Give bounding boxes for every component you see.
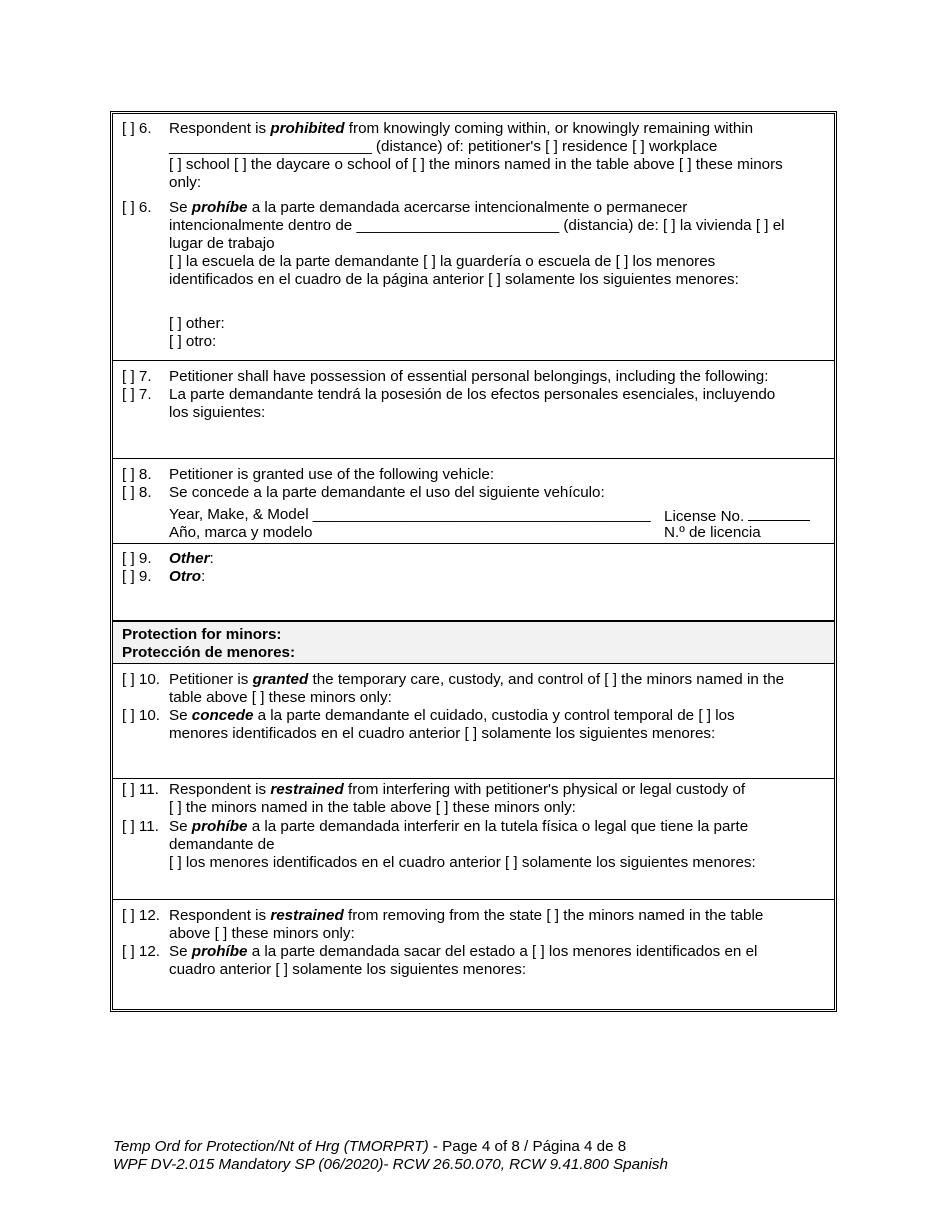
section-6-text-es-1: Se prohíbe a la parte demandada acercarse intencionalmente o permanecer (169, 199, 688, 216)
section-6-text-en-2: ________________________ (distance) of: petitioner's [ ] residence [ ] workplace (169, 138, 718, 155)
section-6-text-en-3: [ ] school [ ] the daycare o school of [ ] the minors named in the table above [ ] these minors (169, 156, 783, 173)
section-10 (113, 664, 834, 779)
vehicle-field-label-en[interactable]: Year, Make, & Model ________________________________________ (169, 506, 651, 523)
section-12-checkbox-es[interactable]: [ ] 12. (122, 943, 160, 960)
section-6-text-en-1: Respondent is prohibited from knowingly coming within, or knowingly remaining within (169, 120, 754, 137)
section-8-checkbox-en[interactable]: [ ] 8. (122, 466, 152, 483)
section-6-checkbox-es[interactable]: [ ] 6. (122, 199, 152, 216)
footer-line-2: WPF DV-2.015 Mandatory SP (06/2020)- RCW 26.50.070, RCW 9.41.800 Spanish (113, 1156, 668, 1173)
section-11-checkbox-es[interactable]: [ ] 11. (122, 818, 159, 835)
minors-protection-header (113, 621, 834, 664)
section-11-text-es-3: [ ] los menores identificados en el cuadro anterior [ ] solamente los siguientes menores: (169, 854, 756, 871)
section-6-text-es-2: intencionalmente dentro de ________________________ (distancia) de: [ ] la vivienda [ ] el (169, 217, 785, 234)
section-7-text-en: Petitioner shall have possession of essential personal belongings, including the following: (169, 368, 769, 385)
section-8-checkbox-es[interactable]: [ ] 8. (122, 484, 152, 501)
order-form-table (110, 111, 837, 1012)
section-6-checkbox-en[interactable]: [ ] 6. (122, 120, 152, 137)
section-7-text-es-2: los siguientes: (169, 404, 266, 421)
footer-line-1: Temp Ord for Protection/Nt of Hrg (TMORPRT) - Page 4 of 8 / Página 4 de 8 (113, 1138, 627, 1155)
section-6-text-es-3: lugar de trabajo (169, 235, 275, 252)
section-12-text-es-1: Se prohíbe a la parte demandada sacar del estado a [ ] los menores identificados en el (169, 943, 758, 960)
section-6-text-en-4: only: (169, 174, 202, 191)
section-12-checkbox-en[interactable]: [ ] 12. (122, 907, 160, 924)
license-blank[interactable] (748, 506, 810, 521)
section-10-checkbox-en[interactable]: [ ] 10. (122, 671, 160, 688)
section-11-text-es-1: Se prohíbe a la parte demandada interferir en la tutela física o legal que tiene la parte (169, 818, 749, 835)
section-7 (113, 361, 834, 459)
license-field-label-es: N.º de licencia (664, 524, 761, 541)
section-12-text-en-1: Respondent is restrained from removing from the state [ ] the minors named in the table (169, 907, 764, 924)
minors-header-en: Protection for minors: (122, 626, 282, 643)
section-11-text-en-2: [ ] the minors named in the table above [ ] these minors only: (169, 799, 576, 816)
section-9 (113, 544, 834, 621)
section-8-text-es: Se concede a la parte demandante el uso del siguiente vehículo: (169, 484, 605, 501)
section-6 (113, 114, 834, 361)
section-7-checkbox-en[interactable]: [ ] 7. (122, 368, 152, 385)
section-7-text-es-1: La parte demandante tendrá la posesión de los efectos personales esenciales, incluyendo (169, 386, 776, 403)
section-9-text-en: Other: (169, 550, 214, 567)
section-8 (113, 459, 834, 544)
section-10-text-es-1: Se concede a la parte demandante el cuidado, custodia y control temporal de [ ] los (169, 707, 735, 724)
section-10-text-en-1: Petitioner is granted the temporary care, custody, and control of [ ] the minors named in the (169, 671, 785, 688)
minors-header-es: Protección de menores: (122, 644, 296, 661)
section-6-text-es-4: [ ] la escuela de la parte demandante [ ] la guardería o escuela de [ ] los menores (169, 253, 716, 270)
section-12-text-en-2: above [ ] these minors only: (169, 925, 355, 942)
section-7-checkbox-es[interactable]: [ ] 7. (122, 386, 152, 403)
section-10-checkbox-es[interactable]: [ ] 10. (122, 707, 160, 724)
section-10-text-en-2: table above [ ] these minors only: (169, 689, 392, 706)
license-field-label-en[interactable]: License No. (664, 506, 810, 526)
vehicle-field-label-es: Año, marca y modelo (169, 524, 313, 541)
section-6-other-en[interactable]: [ ] other: (169, 315, 225, 332)
section-12-text-es-2: cuadro anterior [ ] solamente los siguientes menores: (169, 961, 527, 978)
section-6-text-es-5: identificados en el cuadro de la página anterior [ ] solamente los siguientes menores: (169, 271, 739, 288)
section-6-other-es[interactable]: [ ] otro: (169, 333, 217, 350)
section-10-text-es-2: menores identificados en el cuadro anterior [ ] solamente los siguientes menores: (169, 725, 716, 742)
section-11-checkbox-en[interactable]: [ ] 11. (122, 781, 159, 798)
section-8-text-en: Petitioner is granted use of the following vehicle: (169, 466, 495, 483)
section-9-checkbox-es[interactable]: [ ] 9. (122, 568, 152, 585)
section-11 (113, 779, 834, 900)
section-12 (113, 900, 834, 1009)
section-9-text-es: Otro: (169, 568, 206, 585)
section-11-text-es-2: demandante de (169, 836, 275, 853)
section-11-text-en-1: Respondent is restrained from interfering with petitioner's physical or legal custody of (169, 781, 746, 798)
section-9-checkbox-en[interactable]: [ ] 9. (122, 550, 152, 567)
